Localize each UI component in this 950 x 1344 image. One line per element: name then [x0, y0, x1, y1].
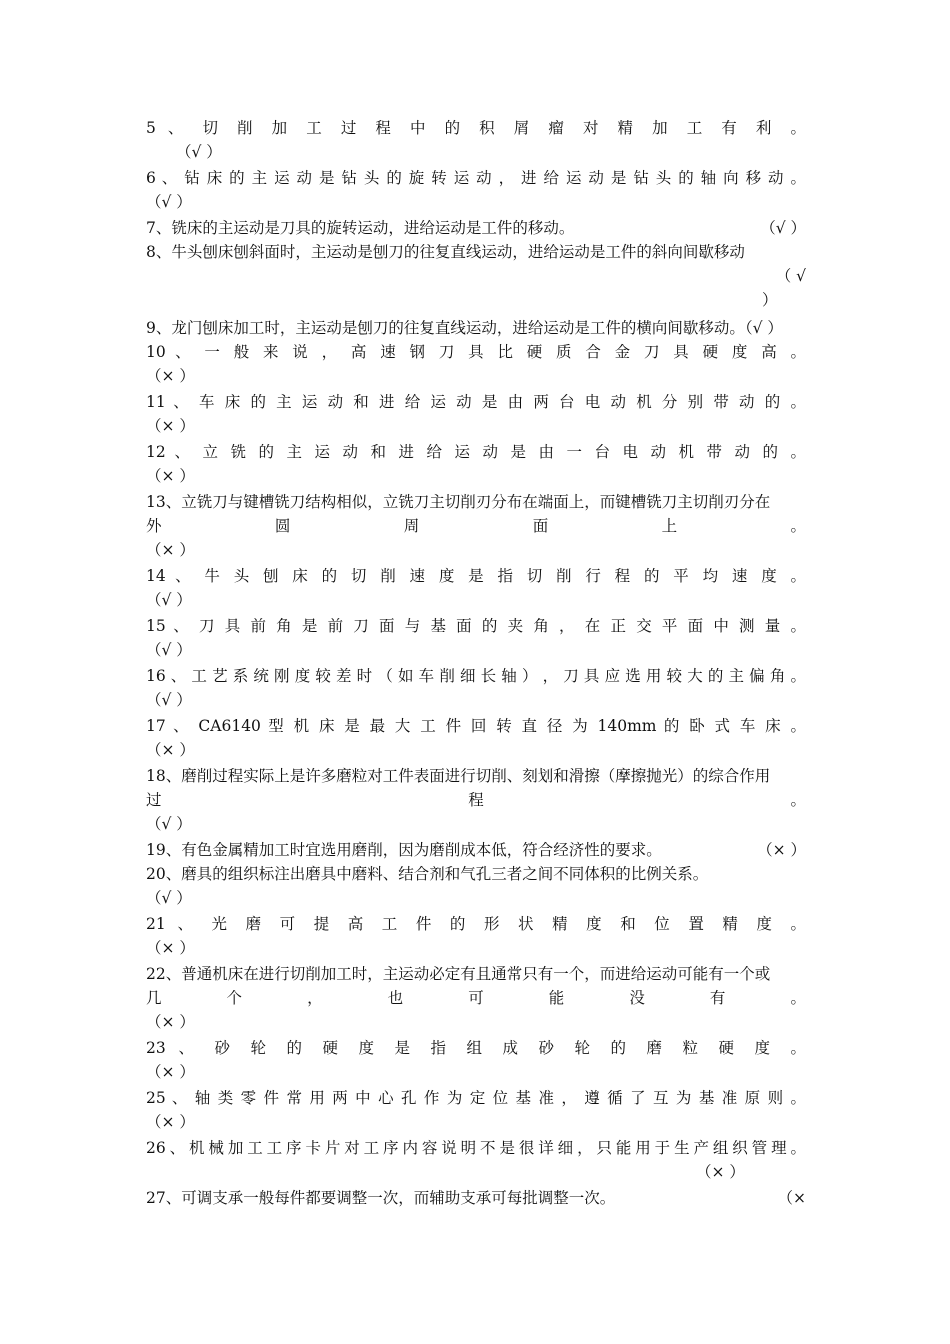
list-item-q25: 25 、 轴 类 零 件 常 用 两 中 心 孔 作 为 定 位 基 准 ， 遵 循 了 互 为 基 准 原 则 。 — [146, 1089, 806, 1107]
list-item-q13: 13、立铣刀与键槽铣刀结构相似，立铣刀主切削刃分布在端面上，而键槽铣刀主切削刃分在 — [146, 493, 771, 511]
answer-q5: （√ ） — [176, 143, 222, 161]
list-item-q7: 7、铣床的主运动是刀具的旋转运动，进给运动是工件的移动。 — [146, 219, 575, 237]
answer-q7: （√ ） — [760, 219, 806, 237]
list-item-q18: 18、磨削过程实际上是许多磨粒对工件表面进行切削、刻划和滑擦（摩擦抛光）的综合作用 — [146, 767, 771, 785]
answer-q14: （√ ） — [146, 591, 192, 609]
list-item-q23: 23 、 砂 轮 的 硬 度 是 指 组 成 砂 轮 的 磨 粒 硬 度 。 — [146, 1039, 806, 1057]
answer-q11: （× ） — [146, 417, 195, 435]
list-item-q17: 17 、 CA6140 型 机 床 是 最 大 工 件 回 转 直 径 为 140mm 的 卧 式 车 床 。 — [146, 717, 806, 735]
answer-q8-open: （ √ — [775, 267, 806, 285]
answer-q6: （√ ） — [146, 193, 192, 211]
answer-q15: （√ ） — [146, 641, 192, 659]
list-item-q11: 11 、 车 床 的 主 运 动 和 进 给 运 动 是 由 两 台 电 动 机 分 别 带 动 的 。 — [146, 393, 806, 411]
list-item-q15: 15 、 刀 具 前 角 是 前 刀 面 与 基 面 的 夹 角 ， 在 正 交 平 面 中 测 量 。 — [146, 617, 806, 635]
answer-q19: （× ） — [757, 841, 806, 859]
answer-q27: （× — [777, 1189, 806, 1207]
answer-q22: （× ） — [146, 1013, 195, 1031]
answer-q17: （× ） — [146, 741, 195, 759]
list-item-q8: 8、牛头刨床刨斜面时，主运动是刨刀的往复直线运动，进给运动是工件的斜向间歇移动 — [146, 243, 745, 261]
list-item-q22-cont: 几 个 ， 也 可 能 没 有 。 — [146, 989, 806, 1007]
list-item-q27: 27、可调支承一般每件都要调整一次，而辅助支承可每批调整一次。 — [146, 1189, 616, 1207]
list-item-q14: 14 、 牛 头 刨 床 的 切 削 速 度 是 指 切 削 行 程 的 平 均 速 度 。 — [146, 567, 806, 585]
list-item-q13-cont: 外 圆 周 面 上 。 — [146, 517, 806, 535]
answer-q21: （× ） — [146, 939, 195, 957]
list-item-q10: 10 、 一 般 来 说 ， 高 速 钢 刀 具 比 硬 质 合 金 刀 具 硬 度 高 。 — [146, 343, 806, 361]
answer-q26: （× ） — [696, 1163, 745, 1181]
list-item-q6: 6 、 钻 床 的 主 运 动 是 钻 头 的 旋 转 运 动 ， 进 给 运 动 是 钻 头 的 轴 向 移 动 。 — [146, 169, 806, 187]
answer-q12: （× ） — [146, 467, 195, 485]
answer-q20: （√ ） — [146, 889, 192, 907]
answer-q25: （× ） — [146, 1113, 195, 1131]
list-item-q5: 5 、 切 削 加 工 过 程 中 的 积 屑 瘤 对 精 加 工 有 利 。 — [146, 119, 806, 137]
answer-q18: （√ ） — [146, 815, 192, 833]
answer-q8-close: ） — [762, 291, 778, 309]
list-item-q20: 20、磨具的组织标注出磨具中磨料、结合剂和气孔三者之间不同体积的比例关系。 — [146, 865, 709, 883]
list-item-q22: 22、普通机床在进行切削加工时，主运动必定有且通常只有一个，而进给运动可能有一个或 — [146, 965, 771, 983]
answer-q10: （× ） — [146, 367, 195, 385]
list-item-q21: 21 、 光 磨 可 提 高 工 件 的 形 状 精 度 和 位 置 精 度 。 — [146, 915, 806, 933]
answer-q13: （× ） — [146, 541, 195, 559]
list-item-q12: 12 、 立 铣 的 主 运 动 和 进 给 运 动 是 由 一 台 电 动 机 带 动 的 。 — [146, 443, 806, 461]
list-item-q9: 9、龙门刨床加工时，主运动是刨刀的往复直线运动，进给运动是工件的横向间歇移动。（√ ） — [146, 319, 783, 337]
list-item-q18-cont: 过 程 。 — [146, 791, 806, 809]
answer-q16: （√ ） — [146, 691, 192, 709]
answer-q23: （× ） — [146, 1063, 195, 1081]
list-item-q16: 16 、 工 艺 系 统 刚 度 较 差 时 （ 如 车 削 细 长 轴 ） ， 刀 具 应 选 用 较 大 的 主 偏 角 。 — [146, 667, 806, 685]
list-item-q19: 19、有色金属精加工时宜选用磨削，因为磨削成本低，符合经济性的要求。 — [146, 841, 662, 859]
list-item-q26: 26、机械加工工序卡片对工序内容说明不是很详细，只能用于生产组织管理。 — [146, 1139, 806, 1157]
